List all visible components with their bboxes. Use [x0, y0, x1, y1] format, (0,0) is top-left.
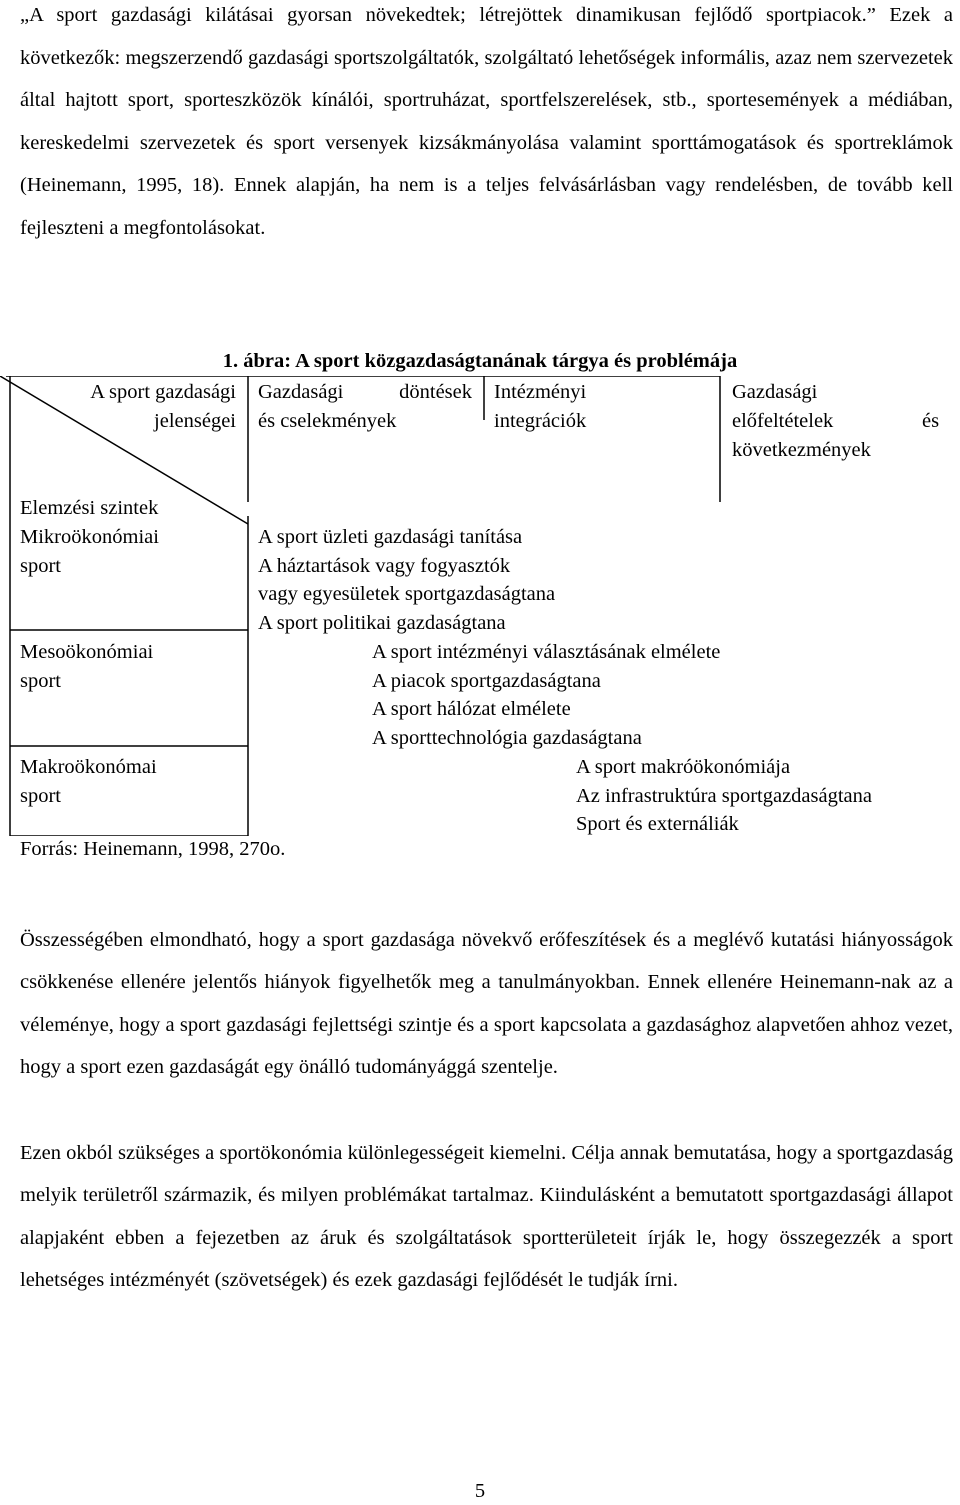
- row-label-meso-2: sport: [20, 670, 61, 692]
- macro-item-1: A sport makróökonómiája: [576, 756, 791, 778]
- col2-header-line-1: Intézményi: [494, 381, 587, 403]
- col1-header-line-1: Gazdasági döntések: [258, 381, 472, 403]
- meso-item-4: A sporttechnológia gazdaságtana: [372, 727, 642, 749]
- economics-of-sport-table: [0, 376, 960, 836]
- col1-header-line-2: és cselekmények: [258, 410, 397, 432]
- meso-item-2: A piacok sportgazdaságtana: [372, 670, 601, 692]
- figure-caption: 1. ábra: A sport közgazdaságtanának tárgya és problémája: [222, 350, 738, 372]
- col3-header-line-2: előfeltételek: [732, 410, 834, 432]
- micro-item-4: A sport politikai gazdaságtana: [258, 612, 506, 634]
- row-label-micro-1: Mikroökonómiai: [20, 526, 159, 548]
- summary-paragraph: Összességében elmondható, hogy a sport gazdasága növekvő erőfeszítések és a meglévő kutatási hiányosságok csökkenése ellenére jelentős hiányok figyelhetők meg a tanulmányokban. Ennek ellenére Heinemann-nak az a véleménye, hogy a sport gazdasági fejlettségi szintje és a sport kapcsolata a gazdasághoz alapvetően ahhoz vezet, hogy a sport ezen gazdaságát egy önálló tudományággá szentelje.: [20, 929, 953, 1078]
- meso-item-3: A sport hálózat elmélete: [372, 698, 571, 720]
- macro-item-3: Sport és externáliák: [576, 813, 739, 835]
- macro-item-2: Az infrastruktúra sportgazdaságtana: [576, 785, 872, 807]
- col3-header-line-2-end: és: [922, 410, 940, 432]
- page-number: 5: [474, 1480, 486, 1502]
- micro-item-3: vagy egyesületek sportgazdaságtana: [258, 583, 556, 605]
- micro-item-2: A háztartások vagy fogyasztók: [258, 555, 511, 577]
- micro-item-1: A sport üzleti gazdasági tanítása: [258, 526, 523, 548]
- meso-item-1: A sport intézményi választásának elmélete: [372, 641, 721, 663]
- col3-header-line-1: Gazdasági: [732, 381, 818, 403]
- corner-top-line-1: A sport gazdasági: [90, 381, 236, 403]
- purpose-paragraph: Ezen okból szükséges a sportökonómia különlegességeit kiemelni. Célja annak bemutatása, hogy a sportgazdaság melyik területről származik, és milyen problémákat tartalmaz. Kiindulásként a bemutatott sportgazdasági állapot alapjaként ebben a fejezetben az áruk és szolgáltatások sportterületeit írják le, hogy összegezzék a sport lehetséges intézményét (szövetségek) és ezek gazdasági fejlődését le tudják írni.: [20, 1142, 953, 1291]
- intro-paragraph: „A sport gazdasági kilátásai gyorsan növekedtek; létrejöttek dinamikusan fejlődő sportpiacok.” Ezek a következők: megszerzendő gazdasági sportszolgáltatók, szolgáltató lehetőségek informális, azaz nem szervezetek által hajtott sport, sporteszközök kínálói, sportruházat, sportfelszerelések, stb., sportesemények a médiában, kereskedelmi szervezetek és sport versenyek kizsákmányolása valamint sporttámogatások és sportreklámok (Heinemann, 1995, 18). Ennek alapján, ha nem is a teljes felvásárlásban vagy rendelésben, de tovább kell fejleszteni a megfontolásokat.: [20, 4, 953, 239]
- corner-top-line-2: jelenségei: [154, 410, 236, 432]
- col3-header-line-3: következmények: [732, 439, 871, 461]
- row-label-macro-2: sport: [20, 785, 61, 807]
- row-label-meso-1: Mesoökonómiai: [20, 641, 154, 663]
- figure-source: Forrás: Heinemann, 1998, 270o.: [20, 838, 286, 860]
- col2-header-line-2: integrációk: [494, 410, 587, 432]
- corner-bottom-label: Elemzési szintek: [20, 497, 159, 519]
- row-label-micro-2: sport: [20, 555, 61, 577]
- row-label-macro-1: Makroökonómai: [20, 756, 157, 778]
